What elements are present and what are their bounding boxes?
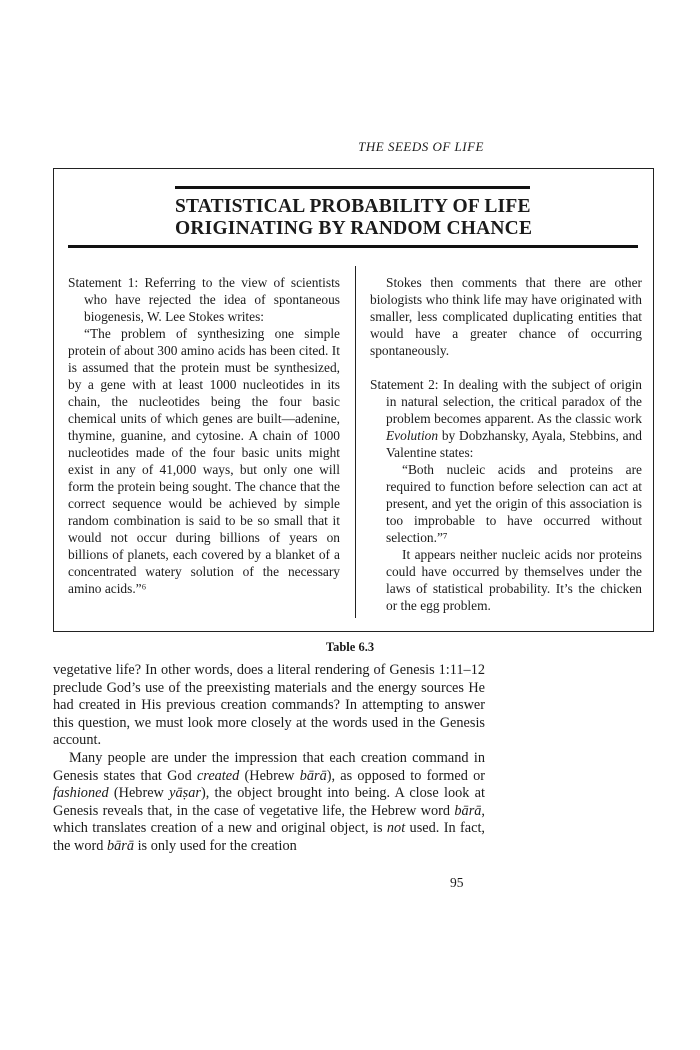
column-divider [355,266,356,618]
body-paragraph-1: vegetative life? In other words, does a literal rendering of Genesis 1:11–12 preclude God’s use of the preexisting materials and the energy sources He had created in His previous creation commands? In attempting to answer this question, we must look more closely at the words used in the Genesis account. [53,662,485,749]
evolution-title: Evolution [386,428,439,443]
table-title-line-2: ORIGINATING BY RANDOM CHANCE [175,218,533,239]
table-title-line-1: STATISTICAL PROBABILITY OF LIFE [175,196,531,217]
left-column [68,274,340,597]
table-title [175,186,533,240]
statement-2-intro: Statement 2: In dealing with the subject of origin in natural selection, the critical paradox of the problem becomes apparent. As the classic work Evolution by Dobzhansky, Ayala, Stebbins, and Valentine states: [370,377,642,460]
statement-1-quote: “The problem of synthesizing one simple protein of about 300 amino acids has been cited. It is assumed that the protein must be synthesized, by a gene with at least 1000 nucleotides in its chain, the nucleotides being the four basic chemical units of which genes are built—adenine, thymine, guanine, and cytosine. A chain of 1000 nucleotides made of the four basic units might exist in any of 41,000 ways, but only one will form the protein being sought. The chance that the correct sequence would be achieved by simple random combination is said to be so small that it would not occur during billions of years on billions of planets, each covered by a blanket of a concentrated watery solution of the necessary amino acids.”⁶ [68,326,340,596]
title-rule [68,245,638,248]
body-text [53,662,485,856]
page-number: 95 [450,875,464,890]
running-head: THE SEEDS OF LIFE [358,139,484,154]
right-column [370,274,642,614]
body-paragraph-2: Many people are under the impression that each creation command in Genesis states that God created (Hebrew bārā), as opposed to formed or fashioned (Hebrew yāṣar), the object brought into being. A close look at Genesis reveals that, in the case of vegetative life, the Hebrew word bārā, which translates creation of a new and original object, is not used. In fact, the word bārā is only used for the creation [53,749,485,854]
statement-2-quote: “Both nucleic acids and proteins are required to function before selection can act at present, and yet the origin of this association is too improbable to have occurred without selection.”⁷ [386,462,642,545]
table-caption: Table 6.3 [325,640,375,654]
stokes-comment: Stokes then comments that there are other biologists who think life may have originated with smaller, less complicated duplicating entities that would have a greater chance of occurring spontaneously. [370,275,642,358]
closing-remark: It appears neither nucleic acids nor proteins could have occurred by themselves under the laws of statistical probability. It’s the chicken or the egg problem. [386,547,642,613]
statement-1-intro: Statement 1: Referring to the view of scientists who have rejected the idea of spontaneous biogenesis, W. Lee Stokes writes: [68,275,340,324]
